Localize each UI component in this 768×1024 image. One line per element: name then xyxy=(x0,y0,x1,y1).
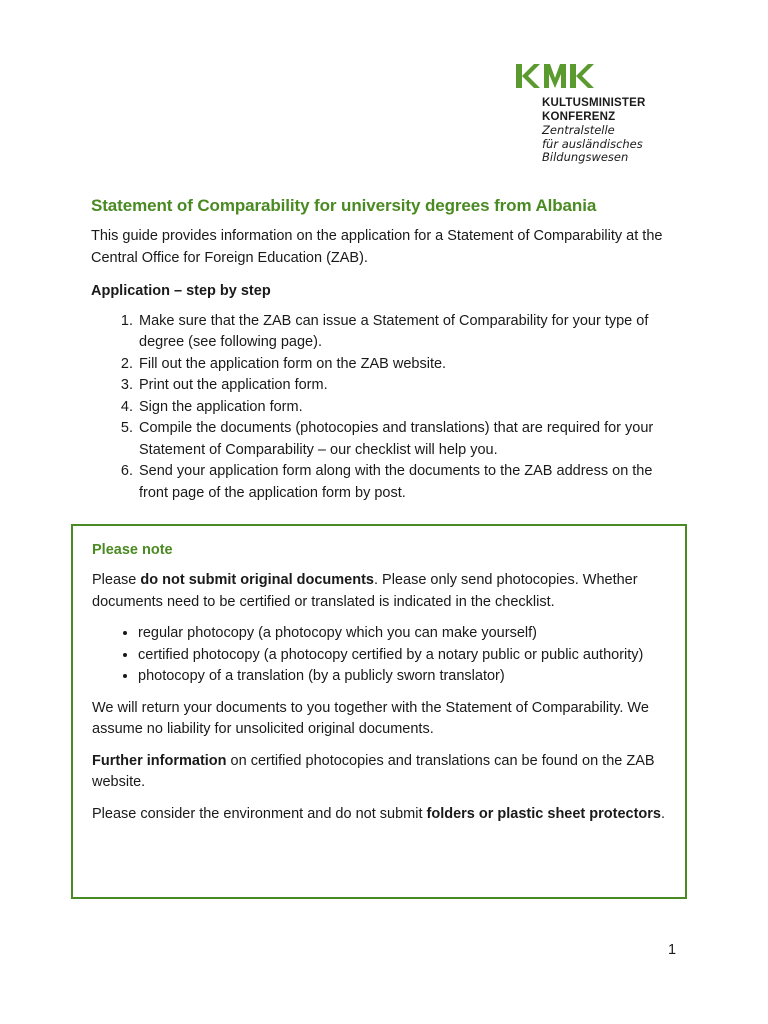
note-p1-pre: Please xyxy=(92,572,141,588)
step-item: 2. Fill out the application form on the ZAB website. xyxy=(137,354,681,376)
list-item: • regular photocopy (a photocopy which you can make yourself) xyxy=(138,623,667,645)
please-note-box xyxy=(71,524,687,899)
note-paragraph-2: We will return your documents to you together with the Statement of Comparability. We assume no liability for unsolicited original documents. xyxy=(92,699,649,737)
note-p4-bold: folders or plastic sheet protectors xyxy=(426,805,661,822)
logo-sub-1: Zentralstelle xyxy=(542,123,615,137)
step-item: 3. Print out the application form. xyxy=(137,375,681,397)
list-item: • certified photocopy (a photocopy certified by a notary public or public authority) xyxy=(138,645,667,667)
note-paragraph-3 xyxy=(92,751,667,794)
logo-line-2: KONFERENZ xyxy=(542,111,616,123)
note-p4-post: . xyxy=(661,805,666,822)
note-p1-bold: do not submit original documents xyxy=(140,572,374,588)
step-item: 5. Compile the documents (photocopies and translations) that are required for your Statement of Comparability – our checklist will help you. xyxy=(137,418,681,461)
photocopy-types-list xyxy=(92,623,667,688)
note-p3-bold: Further information xyxy=(92,752,227,769)
kmk-logo-mark-icon xyxy=(516,64,594,88)
note-heading: Please note xyxy=(92,542,173,558)
step-item: 1. Make sure that the ZAB can issue a Statement of Comparability for your type of degree (see following page). xyxy=(137,311,681,354)
page-title: Statement of Comparability for university degrees from Albania xyxy=(91,196,597,215)
logo-sub-2: für ausländisches xyxy=(542,136,643,151)
logo-line-1: KULTUSMINISTER xyxy=(542,97,646,109)
note-p4-pre: Please consider the environment and do not submit xyxy=(92,805,427,822)
logo-sub-3: Bildungswesen xyxy=(542,150,629,164)
step-item: 6. Send your application form along with the documents to the ZAB address on the front page of the application form by post. xyxy=(137,461,681,504)
intro-paragraph: This guide provides information on the application for a Statement of Comparability at the Central Office for Foreign Education (ZAB). xyxy=(91,228,663,266)
main-content xyxy=(91,196,681,504)
step-item: 4. Sign the application form. xyxy=(137,397,681,419)
page-number: 1 xyxy=(668,942,677,958)
list-item: • photocopy of a translation (by a publicly sworn translator) xyxy=(138,666,667,688)
steps-heading: Application – step by step xyxy=(91,283,271,299)
kmk-logo xyxy=(516,64,676,165)
note-paragraph-1 xyxy=(92,570,667,613)
note-p1-post: . Please only send photocopies. Whether documents need to be certified or translated is indicated in the checklist. xyxy=(92,572,638,610)
steps-list xyxy=(91,311,681,505)
note-paragraph-4 xyxy=(92,804,667,826)
note-p3-post: on certified photocopies and translations can be found on the ZAB website. xyxy=(92,752,655,790)
